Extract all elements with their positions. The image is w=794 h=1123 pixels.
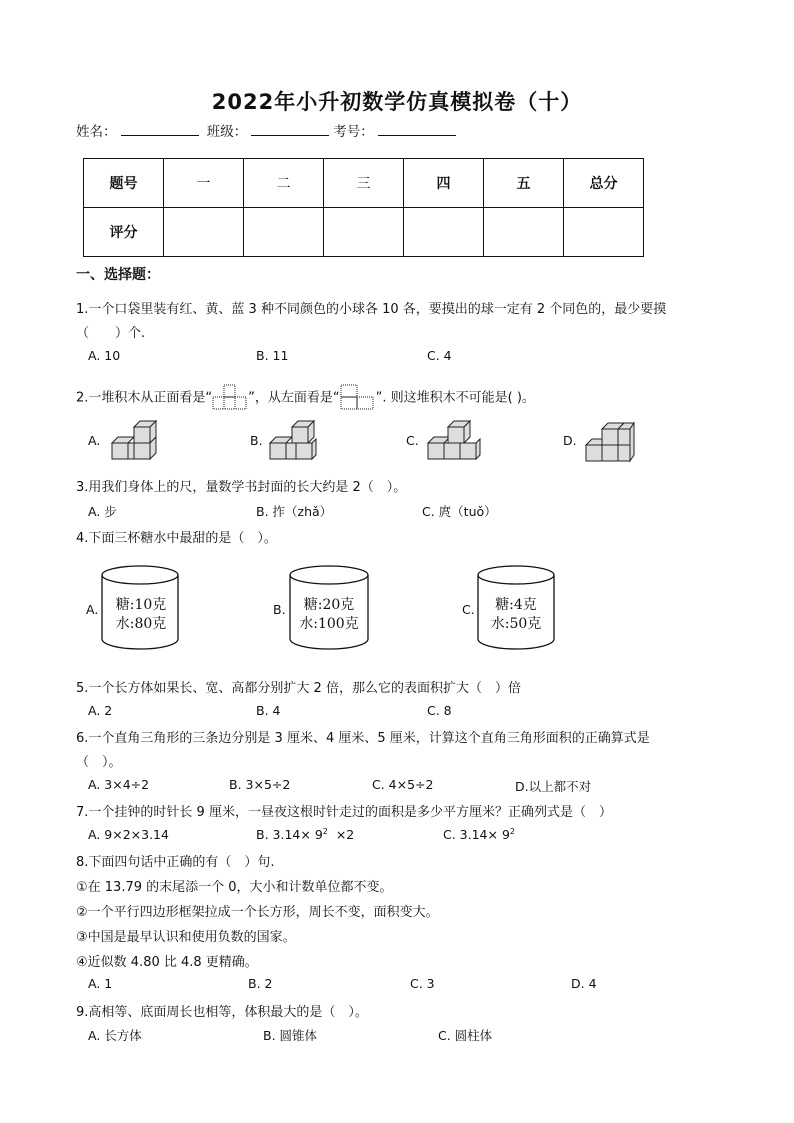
q7-option-c[interactable] xyxy=(443,827,515,842)
q2-option-a-blocks-icon xyxy=(108,417,164,465)
header-cell: 一 xyxy=(164,159,244,208)
q8-statement-2: ②一个平行四边形框架拉成一个长方形，周长不变，面积变大。 xyxy=(76,905,439,920)
header-cell: 五 xyxy=(484,159,564,208)
score-cell[interactable] xyxy=(564,208,644,257)
q8-option-a[interactable]: A. 1 xyxy=(88,976,113,991)
q7-option-b-post: ×2 xyxy=(335,827,355,843)
cup-c-label xyxy=(482,596,550,634)
q8-text: 8.下面四句话中正确的有（ ）句. xyxy=(76,855,275,870)
q4-option-b[interactable]: B. xyxy=(273,602,286,617)
name-label: 姓名： xyxy=(76,124,117,140)
header-cell: 总分 xyxy=(564,159,644,208)
q1-option-a[interactable]: A. 10 xyxy=(88,348,121,363)
q5-option-b[interactable]: B. 4 xyxy=(256,703,281,718)
q8-statement-1: ①在 13.79 的末尾添一个 0，大小和计数单位都不变。 xyxy=(76,880,393,895)
q2-text-mid: ”，从左面看是“ xyxy=(248,390,340,406)
cup-c-water: 水:50克 xyxy=(490,616,542,632)
cup-a-water: 水:80克 xyxy=(115,616,167,632)
score-table xyxy=(83,158,644,257)
score-cell[interactable] xyxy=(484,208,564,257)
q3-option-c[interactable]: C. 庹（tuǒ） xyxy=(422,504,497,519)
q1-option-c[interactable]: C. 4 xyxy=(427,348,452,363)
q8-option-b[interactable]: B. 2 xyxy=(248,976,273,991)
exam-no-label: 考号： xyxy=(333,124,374,140)
q1-text: 1.一个口袋里装有红、黄、蓝 3 种不同颜色的小球各 10 各，要摸出的球一定有 2 个同色的，最少要摸 xyxy=(76,302,667,317)
q7-option-c-exp: 2 xyxy=(509,827,516,836)
q7-option-c-base: 9 xyxy=(501,827,510,843)
q2-option-c-blocks-icon xyxy=(424,417,484,465)
q2-option-b[interactable]: B. xyxy=(250,433,263,448)
q8-option-d[interactable]: D. 4 xyxy=(571,976,597,991)
q6-text: 6.一个直角三角形的三条边分别是 3 厘米、4 厘米、5 厘米，计算这个直角三角形面积的正确算式是 xyxy=(76,731,650,746)
q3-text: 3.用我们身体上的尺，量数学书封面的长大约是 2（ ）。 xyxy=(76,480,407,495)
q2-option-d-blocks-icon xyxy=(582,415,638,467)
header-cell: 四 xyxy=(404,159,484,208)
class-label: 班级： xyxy=(206,124,248,140)
q1-option-b[interactable]: B. 11 xyxy=(256,348,289,363)
q4-option-c[interactable]: C. xyxy=(462,602,475,617)
q9-option-c[interactable]: C. 圆柱体 xyxy=(438,1028,493,1043)
q7-option-c-pre: C. 3.14× xyxy=(443,827,498,843)
q2-text-post: ”. 则这堆积木不可能是( )。 xyxy=(375,390,535,406)
q6-option-b[interactable]: B. 3×5÷2 xyxy=(229,777,291,792)
q8-statement-4: ④近似数 4.80 比 4.8 更精确。 xyxy=(76,955,258,970)
q9-text: 9.高相等、底面周长也相等，体积最大的是（ ）。 xyxy=(76,1005,368,1020)
left-view-icon xyxy=(340,383,376,413)
q1-text-2: （ ）个. xyxy=(76,326,146,341)
front-view-icon xyxy=(212,383,248,413)
score-cell[interactable] xyxy=(404,208,484,257)
q5-option-c[interactable]: C. 8 xyxy=(427,703,452,718)
score-cell[interactable] xyxy=(324,208,404,257)
header-cell: 题号 xyxy=(84,159,164,208)
score-cell[interactable] xyxy=(164,208,244,257)
q2-option-a[interactable]: A. xyxy=(88,433,101,448)
cup-b-water: 水:100克 xyxy=(299,616,359,632)
q7-option-b-pre: B. 3.14× xyxy=(256,827,311,843)
q6-option-a[interactable]: A. 3×4÷2 xyxy=(88,777,150,792)
student-info xyxy=(76,120,460,140)
exam-no-blank[interactable] xyxy=(378,123,456,136)
q9-option-a[interactable]: A. 长方体 xyxy=(88,1028,142,1043)
q2-text xyxy=(76,383,535,413)
header-cell: 三 xyxy=(324,159,404,208)
q2-option-b-blocks-icon xyxy=(266,417,322,465)
q7-option-b-exp: 2 xyxy=(322,827,328,836)
score-cell[interactable] xyxy=(244,208,324,257)
q6-option-c[interactable]: C. 4×5÷2 xyxy=(372,777,434,792)
q6-text-2: （ ）。 xyxy=(76,755,122,770)
q2-option-d[interactable]: D. xyxy=(563,433,577,448)
cup-c-sugar: 糖:4克 xyxy=(495,597,537,613)
q6-option-d[interactable]: D.以上都不对 xyxy=(515,779,592,794)
q2-text-pre: 2.一堆积木从正面看是“ xyxy=(76,390,213,406)
q8-statement-3: ③中国是最早认识和使用负数的国家。 xyxy=(76,930,296,945)
score-row-label: 评分 xyxy=(84,208,164,257)
q2-option-c[interactable]: C. xyxy=(406,433,419,448)
q3-option-b[interactable]: B. 拃（zhǎ） xyxy=(256,504,333,519)
page-title: 2022年小升初数学仿真模拟卷（十） xyxy=(211,90,583,114)
cup-b-label xyxy=(292,596,366,634)
cup-a-sugar: 糖:10克 xyxy=(115,597,167,613)
section-heading: 一、选择题： xyxy=(76,267,160,283)
q7-option-b-base: 9 xyxy=(314,827,323,843)
q7-option-b[interactable] xyxy=(256,827,354,842)
score-header-row xyxy=(84,159,644,208)
header-cell: 二 xyxy=(244,159,324,208)
q5-option-a[interactable]: A. 2 xyxy=(88,703,113,718)
q8-option-c[interactable]: C. 3 xyxy=(410,976,435,991)
q3-option-a[interactable]: A. 步 xyxy=(88,504,117,519)
q9-option-b[interactable]: B. 圆锥体 xyxy=(263,1028,318,1043)
cup-a-label xyxy=(108,596,174,634)
cup-b-sugar: 糖:20克 xyxy=(303,597,355,613)
class-blank[interactable] xyxy=(251,123,329,136)
q5-text: 5.一个长方体如果长、宽、高都分别扩大 2 倍，那么它的表面积扩大（ ）倍 xyxy=(76,681,521,696)
q7-text: 7.一个挂钟的时针长 9 厘米，一昼夜这根时针走过的面积是多少平方厘米？正确列式是（ ） xyxy=(76,805,612,820)
q7-option-a[interactable]: A. 9×2×3.14 xyxy=(88,827,169,842)
score-row xyxy=(84,208,644,257)
q4-option-a[interactable]: A. xyxy=(86,602,99,617)
q4-text: 4.下面三杯糖水中最甜的是（ ）。 xyxy=(76,531,277,546)
name-blank[interactable] xyxy=(121,123,199,136)
